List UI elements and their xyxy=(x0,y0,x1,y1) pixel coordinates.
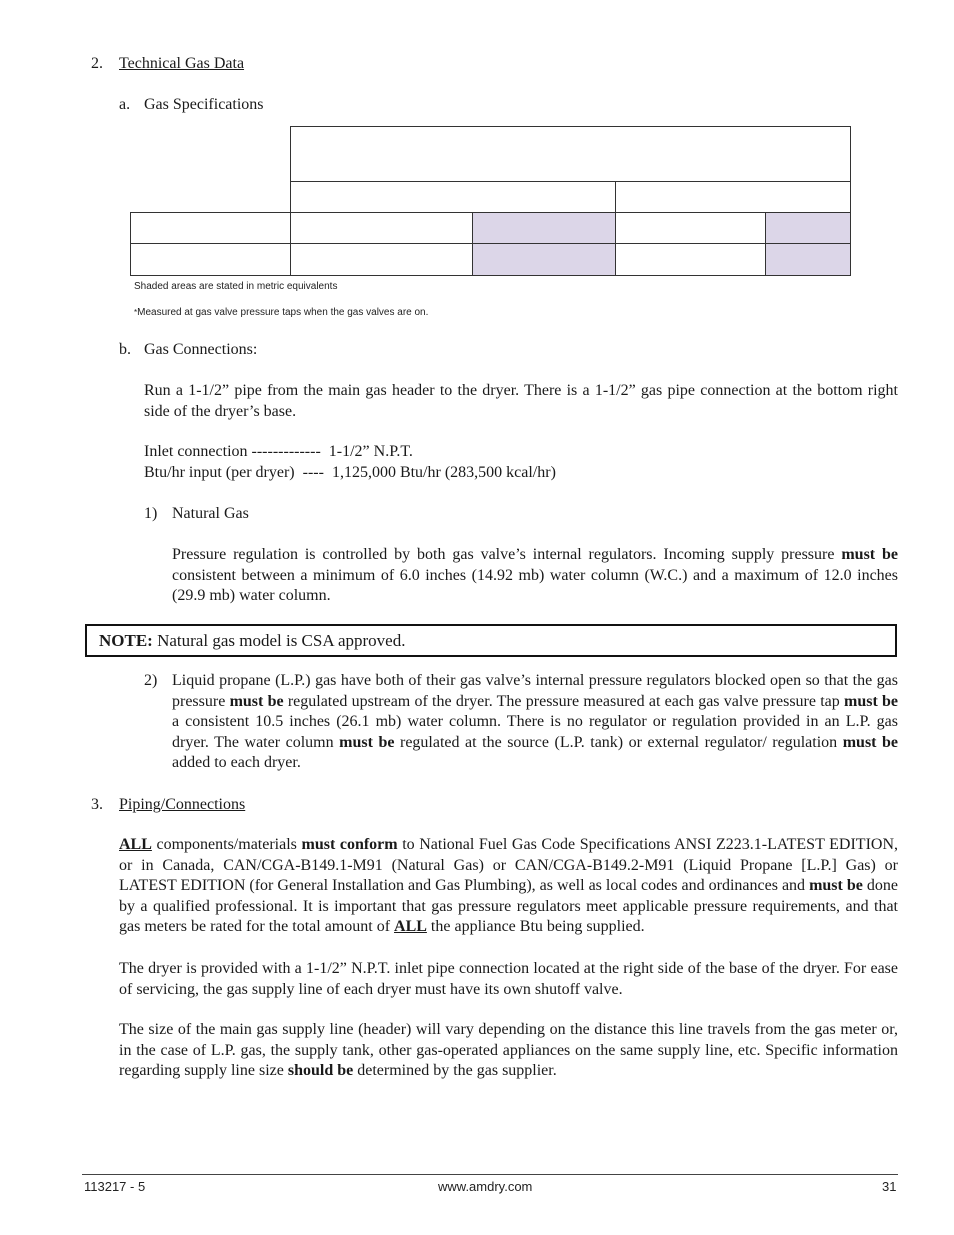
section-2-number: 2. xyxy=(91,55,103,72)
sub-b-letter: b. xyxy=(119,341,131,358)
footer-website: www.amdry.com xyxy=(438,1179,533,1194)
emphasis-all: ALL xyxy=(394,918,427,935)
text: regulated at the source (L.P. tank) or external regulator/ regulation xyxy=(394,733,843,751)
note-text: Natural gas model is CSA approved. xyxy=(157,631,406,650)
table-note-measured xyxy=(134,307,428,319)
emphasis: must be xyxy=(842,733,899,751)
natural-gas-paragraph xyxy=(172,545,898,607)
table-cell-shaded xyxy=(472,212,616,244)
text: components/materials xyxy=(151,836,302,853)
text: The size of the main gas supply line (header) will vary depending on the distance this line travels from the gas meter or, in the case of L.P. gas, the supply tank, other gas-operated appliances on the same supply line, etc. Specific information regarding supply line size xyxy=(119,1021,898,1079)
emphasis: must be xyxy=(844,692,899,710)
table-cell-shaded xyxy=(765,212,851,244)
text: added to each dryer. xyxy=(172,754,301,771)
text: a consistent 10.5 inches (26.1 mb) water column. There is no regulator or regulation provided in an L.P. gas dryer. The water column xyxy=(172,713,898,751)
emphasis: must be xyxy=(229,692,284,710)
item-1-title: Natural Gas xyxy=(172,505,249,522)
emphasis: must be xyxy=(339,733,395,751)
emphasis: must conform xyxy=(301,836,398,853)
table-subheader-cell xyxy=(290,181,616,213)
section-3-title: Piping/Connections xyxy=(119,796,246,813)
text: done by a qualified professional. It is important that gas pressure regulators meet applicable pressure requirements, and that gas meters be rated for the total amount of xyxy=(119,877,899,935)
table-cell xyxy=(290,212,473,244)
text: Liquid propane (L.P.) gas have both of their gas valve’s internal pressure regulators blocked open so that the gas pressure xyxy=(172,672,898,710)
table-cell-shaded xyxy=(472,243,616,276)
sub-a-letter: a. xyxy=(119,96,131,113)
table-cell xyxy=(130,212,291,244)
btu-input-line: Btu/hr input (per dryer) ---- 1,125,000 Btu/hr (283,500 kcal/hr) xyxy=(144,464,556,481)
footer-doc-number: 113217 - 5 xyxy=(84,1179,146,1194)
text: Pressure regulation is controlled by both gas valve’s internal regulators. Incoming supply pressure xyxy=(172,546,842,563)
table-cell xyxy=(130,243,291,276)
sub-b-title: Gas Connections: xyxy=(144,341,258,358)
text: consistent between a minimum of 6.0 inches (14.92 mb) water column (W.C.) and a maximum of 12.0 inches (29.9 mb) water column. xyxy=(172,566,898,604)
table-cell-shaded xyxy=(765,243,851,276)
gas-connections-text: Run a 1-1/2” pipe from the main gas header to the dryer. There is a 1-1/2” gas pipe connection at the bottom right side of the dryer’s base. xyxy=(144,382,898,420)
text: to National Fuel Gas Code Specifications ANSI Z223.1-LATEST EDITION, or in Canada, CAN/CGA-B149.1-M91 (Natural Gas) or CAN/CGA-B149.2-M91 (Liquid Propane [L.P.] Gas) or LATEST EDITION (for General Installation and Gas Plumbing), as well as local codes and ordinances and xyxy=(119,836,899,894)
item-1-number: 1) xyxy=(144,505,158,522)
sub-a-title: Gas Specifications xyxy=(144,96,264,113)
section-3-number: 3. xyxy=(91,796,103,813)
emphasis: must be xyxy=(809,877,863,894)
table-header-cell xyxy=(290,126,851,182)
item-2-number: 2) xyxy=(144,672,158,689)
table-cell xyxy=(290,243,473,276)
note-label: NOTE: xyxy=(99,631,153,650)
text: regulated upstream of the dryer. The pressure measured at each gas valve pressure tap xyxy=(283,692,844,710)
text: the appliance Btu being supplied. xyxy=(426,918,645,935)
emphasis: must be xyxy=(841,546,899,563)
piping-paragraph-1 xyxy=(119,835,898,938)
section-2-title: Technical Gas Data xyxy=(119,55,245,72)
piping-paragraph-3 xyxy=(119,1020,898,1082)
table-note-measured-text: Measured at gas valve pressure taps when the gas valves are on. xyxy=(137,307,429,318)
text: The dryer is provided with a 1-1/2” N.P.T. inlet pipe connection located at the right side of the base of the dryer. For ease of servicing, the gas supply line of each dryer must have its own shutoff valve. xyxy=(119,960,898,998)
note-box xyxy=(85,624,897,657)
emphasis-all: ALL xyxy=(119,836,152,853)
inlet-connection-line: Inlet connection ------------- 1-1/2” N.P.T. xyxy=(144,443,413,460)
asterisk: * xyxy=(134,308,138,317)
lp-gas-paragraph xyxy=(172,671,898,774)
table-subheader-cell xyxy=(615,181,851,213)
piping-paragraph-2 xyxy=(119,959,898,1000)
table-cell xyxy=(615,212,766,244)
gas-spec-table xyxy=(130,126,851,276)
table-note-shaded: Shaded areas are stated in metric equivalents xyxy=(134,281,338,292)
gas-connections-paragraph xyxy=(144,381,898,422)
table-cell xyxy=(615,243,766,276)
emphasis: should be xyxy=(287,1062,354,1079)
text: determined by the gas supplier. xyxy=(353,1062,557,1079)
footer-page-number: 31 xyxy=(882,1179,897,1194)
footer-divider xyxy=(82,1174,898,1175)
